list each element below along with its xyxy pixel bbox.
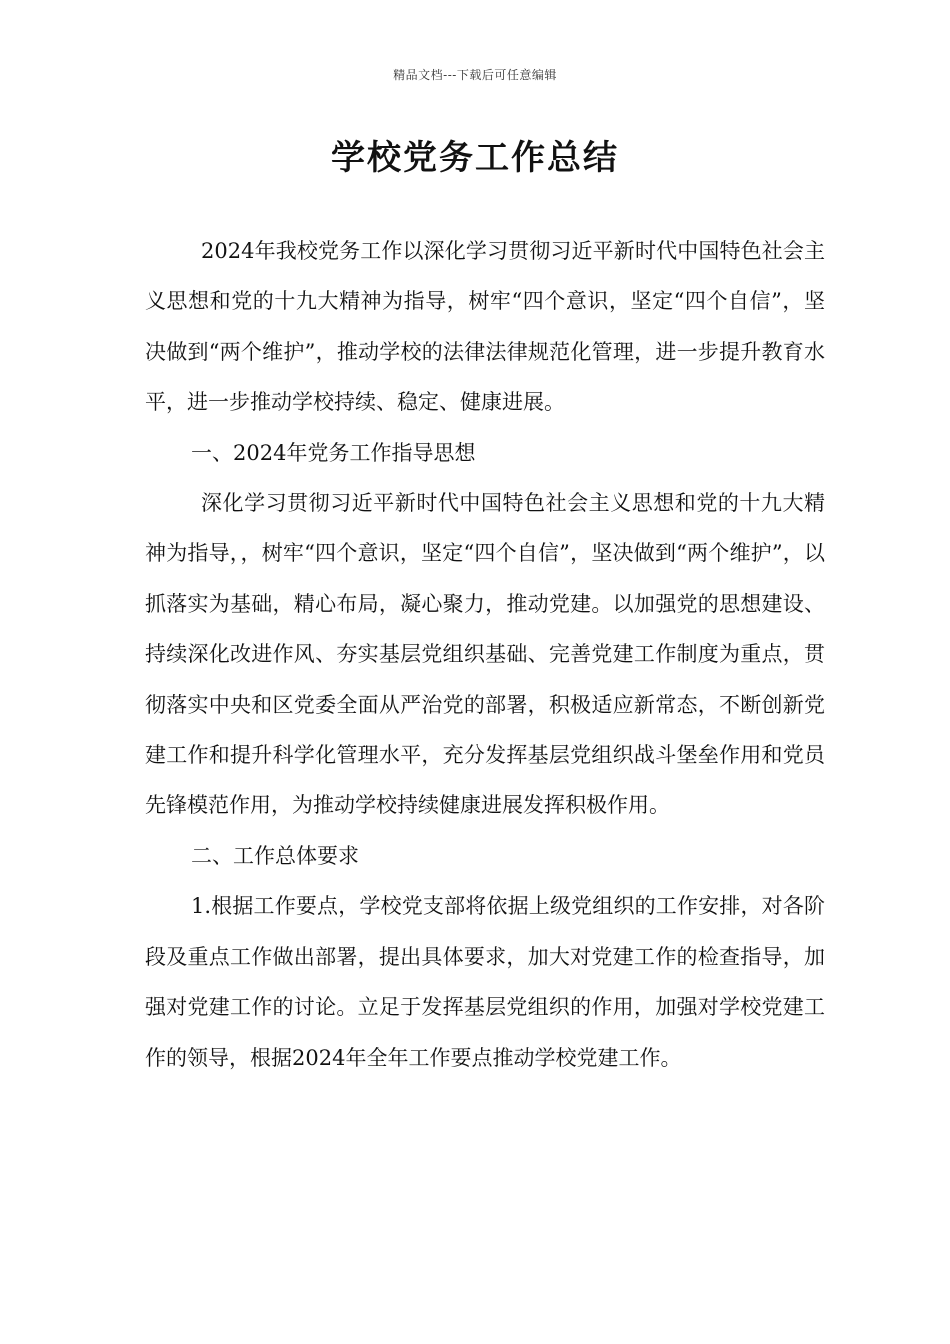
requirement-paragraph-1: 1.根据工作要点，学校党支部将依据上级党组织的工作安排，对各阶段及重点工作做出部署，提出具体要求，加大对党建工作的检查指导，加强对党建工作的讨论。立足于发挥基层党组织的作用，加强对学校党建工作的领导，根据2024年全年工作要点推动学校党建工作。	[145, 894, 825, 1070]
section-heading-2: 二、工作总体要求	[191, 843, 359, 868]
document-body	[145, 226, 825, 1083]
header-note: 精品文档---下载后可任意编辑	[393, 68, 557, 82]
document-title: 学校党务工作总结	[331, 138, 619, 178]
section-heading-1: 一、2024年党务工作指导思想	[191, 440, 476, 465]
intro-paragraph: 2024年我校党务工作以深化学习贯彻习近平新时代中国特色社会主义思想和党的十九大精神为指导，树牢“四个意识，坚定“四个自信”，坚决做到“两个维护”，推动学校的法律法律规范化管理，进一步提升教育水平，进一步推动学校持续、稳定、健康进展。	[145, 239, 825, 415]
guiding-thought-paragraph: 深化学习贯彻习近平新时代中国特色社会主义思想和党的十九大精神为指导，，树牢“四个意识，坚定“四个自信”，坚决做到“两个维护”，以抓落实为基础，精心布局，凝心聚力，推动党建。以加强党的思想建设、持续深化改进作风、夯实基层党组织基础、完善党建工作制度为重点，贯彻落实中央和区党委全面从严治党的部署，积极适应新常态，不断创新党建工作和提升科学化管理水平，充分发挥基层党组织战斗堡垒作用和党员先锋模范作用，为推动学校持续健康进展发挥积极作用。	[145, 491, 825, 818]
